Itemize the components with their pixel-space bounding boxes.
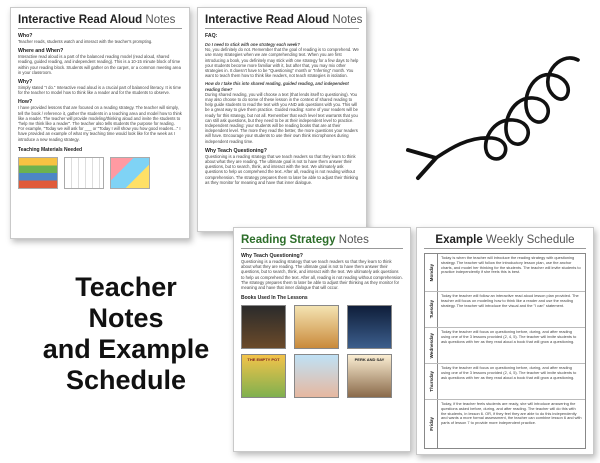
- section-heading-who: Who?: [18, 33, 33, 39]
- section-heading-where: Where and When?: [18, 48, 64, 55]
- materials-image-book-stack: [18, 157, 58, 189]
- page-header: [241, 234, 403, 249]
- faq-answer-1: No, you definitely do not. Remember that the goal of reading is to comprehend. We use many strategies when we are comprehending text. When you are first introducing a book, you definitely may stick with one strategy for a few days to help your students become more familiar with it, but after that, you may mix other strategies in. It doesn't have to be "Questioning" month or "Inferring" month. You want to teach them how to think like readers, not teach strategies in isolation.: [205, 47, 359, 79]
- day-label: Thursday: [428, 371, 434, 392]
- page-header: [205, 14, 363, 29]
- page-title-suffix: Notes: [338, 234, 369, 246]
- book-cover-title: THE EMPTY POT: [247, 357, 280, 363]
- page-title: Reading Strategy: [241, 234, 336, 246]
- day-text: Today, if the teacher feels students are ready, she will introduce answering the questions asked before, during, and after reading. The teacher will do this with the students, in lesson 6. OR, if they feel they are able to do this independently and wants a more formal assessment, the teacher can combine lesson 6 and with parts of lesson 7 to provide more independent practice.: [441, 401, 582, 426]
- book-cover-title: PERK AND SAY: [354, 357, 385, 363]
- faq-question-1: Do I need to stick with one strategy each week?: [205, 42, 300, 47]
- schedule-row-thursday: [425, 364, 585, 400]
- book-cover-perk: [347, 354, 392, 398]
- overlay-title-line-1: Teacher: [75, 272, 177, 302]
- overlay-title-line-4: Schedule: [65, 365, 187, 395]
- schedule-row-friday: [425, 400, 585, 448]
- book-cover-3: [347, 305, 392, 349]
- faq-question-2: How do I take this into shared reading, guided reading, and independent reading time?: [205, 81, 349, 92]
- day-label: Monday: [428, 263, 434, 282]
- faq-heading: FAQ:: [205, 33, 218, 39]
- notes-page-reading-strategy: [233, 227, 411, 452]
- notes-page-interactive-read-aloud: [10, 7, 190, 239]
- why-teach-heading: Why Teach Questioning?: [241, 253, 303, 259]
- book-cover-2: [294, 305, 339, 349]
- page-title-suffix: Notes: [332, 14, 363, 26]
- page-title-suffix: Notes: [145, 14, 176, 26]
- page-title: Interactive Read Aloud: [18, 14, 143, 26]
- schedule-row-monday: [425, 254, 585, 292]
- section-text-where: Interactive read aloud is a part of the balanced reading model (read aloud, shared reading, guided reading, and independent reading). This is a 10-15 minute block of time within your reading block. Students will gather on the carpet, or a common meeting area in your classroom.: [18, 54, 181, 75]
- why-teach-text: Questioning is a reading strategy that we teach readers so that they learn to think about what they are reading. The ultimate goal is not to have them answer their questions, but to search, think, and interact with the text. We ultimately ask questions to help us comprehend the text. After all, reading is not reading without comprehension. The strategy prepares them to later be able to adjust their thinking as they monitor for meaning and have that inner dialogue.: [205, 153, 359, 185]
- day-text: Today the teacher will focus on questioning before, during, and after reading using one of the 3 lessons provided (2, 4, 5). The teacher will invite students to ask questions with her as they read aloud a book that will grow a questioning.: [441, 329, 577, 344]
- day-text: Today is when the teacher will introduce the reading strategy with questioning strategy. The teacher will follow the introductory lesson plan, use the anchor charts, and model her thinking for the students. The teacher will invite students to practice independently if she feels this is best.: [441, 255, 581, 275]
- overlay-title-line-2: Notes: [88, 303, 164, 333]
- day-label: Friday: [428, 417, 434, 431]
- notes-page-faq: [197, 7, 367, 232]
- books-caption: Books Used In The Lessons: [241, 295, 308, 302]
- section-heading-why: Why?: [18, 79, 33, 86]
- section-text-how: I have provided lessons that are focused on a reading strategy. The teacher will simply, tell the book / reference it, gather the students in a teaching area and model how to think like a reader. The teacher will provide modeling/thinking aloud and invite the students to "help me think like a reader". The teacher also tells students the purpose for reading. For example, "Today we will ask for ___ or "Today I will show you how good readers..." I have provided an example of what my teaching time would look like for the week as I introduce a new reading strategy.: [18, 105, 182, 142]
- schedule-table: [424, 253, 586, 449]
- section-text-who: Teacher reads, students watch and interact with the teacher's prompting.: [18, 39, 153, 44]
- overlay-title-line-3: and Example: [42, 334, 210, 364]
- book-cover-5: [294, 354, 339, 398]
- book-cover-empty-pot: [241, 354, 286, 398]
- day-label: Wednesday: [428, 332, 434, 359]
- schedule-row-wednesday: [425, 328, 585, 364]
- schedule-row-tuesday: [425, 292, 585, 328]
- book-covers-grid: [241, 305, 403, 398]
- materials-image-sticky-notes: [110, 157, 150, 189]
- page-title: Interactive Read Aloud: [205, 14, 330, 26]
- materials-caption: Teaching Materials Needed: [18, 146, 83, 153]
- page-header: [424, 234, 586, 249]
- section-heading-how: How?: [18, 99, 33, 106]
- day-text: Today the teacher will follow an interactive read aloud lesson plan provided. The teacher will focus on modeling how to think like a reader and use the reading strategy. The teacher will introduce the visual and the "I can" statement.: [441, 293, 579, 308]
- curly-arrow-icon: [388, 40, 588, 190]
- day-label: Tuesday: [428, 300, 434, 319]
- section-text-why: Simply stated "I do." Interactive read aloud is a crucial part of balanced literacy. It is time for the teacher to model how to think like a reader and for the students to observe.: [18, 85, 182, 96]
- page-title: Example: [435, 234, 483, 246]
- why-teach-text: Questioning is a reading strategy that we teach readers so that they learn to think about what they are reading. The ultimate goal is not to have them answer their questions, but to search, think, and interact with the text. We ultimately ask questions to help us comprehend the text. After all, reading is not reading without comprehension. The strategy prepares them to later be able to adjust their thinking as they monitor for meaning and have that inner dialogue that will occur.: [241, 259, 403, 291]
- page-header: [18, 14, 182, 29]
- overlay-title: [26, 272, 226, 396]
- page-title-suffix: Weekly Schedule: [485, 234, 575, 246]
- example-weekly-schedule-page: [416, 227, 594, 455]
- why-teach-heading: Why Teach Questioning?: [205, 147, 267, 154]
- materials-image-flashcards: [64, 157, 104, 189]
- day-text: Today the teacher will focus on questioning before, during, and after reading using one of the 3 lessons provided (2, 4, 5). The teacher will invite students to ask questions with her as they read aloud a book that will grow a questioning.: [441, 365, 577, 380]
- book-cover-1: [241, 305, 286, 349]
- faq-answer-2: During shared reading, you will choose a text (that lends itself to questioning). You may also choose to do some of these lesson in the context of shared reading to help guide students to read the text with you AND ask questions with you. This will be a great way to give them practice. Guided reading: some of your readers will be ready for this strategy, but not all. Remember that each level text warrants that you can still ask questions, but they need to be at their independent level to practice. Independent reading: your students will be reading books that are at their independent level. The more they read the better, the more questions your readers will have. Encourage your students to use their own think microphones during independent reading time.: [205, 91, 358, 144]
- materials-thumbnails: [18, 157, 182, 189]
